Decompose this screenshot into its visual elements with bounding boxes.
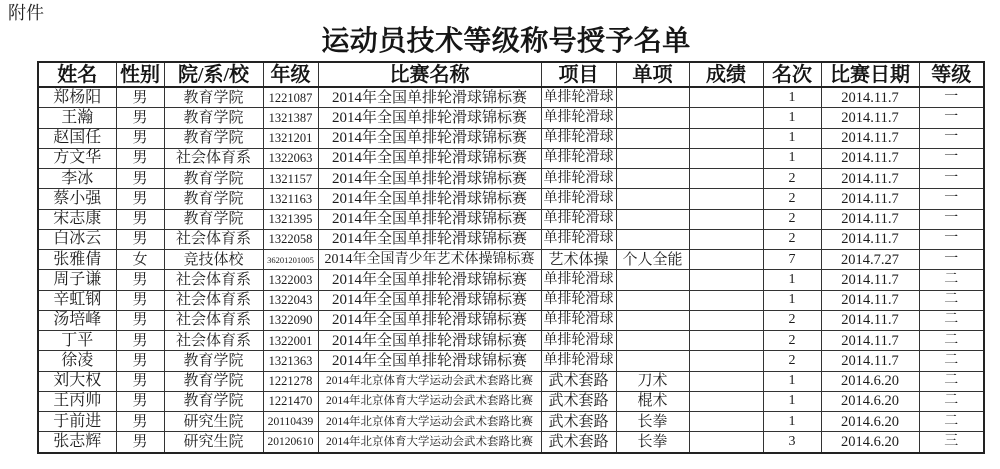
document-title: 运动员技术等级称号授予名单 — [321, 26, 691, 57]
cell-result — [689, 108, 763, 128]
cell-level: 一 — [919, 229, 984, 249]
cell-item — [616, 351, 689, 371]
cell-grade: 1322090 — [263, 310, 318, 330]
cell-grade: 1321157 — [263, 169, 318, 189]
cell-grade: 20110439 — [263, 412, 318, 432]
cell-gender: 男 — [116, 128, 164, 148]
cell-department: 竞技体校 — [164, 250, 263, 270]
cell-gender: 男 — [116, 169, 164, 189]
cell-date: 2014.6.20 — [821, 432, 919, 453]
header-rank: 名次 — [763, 62, 821, 87]
table-row — [38, 108, 984, 128]
table-header-row — [38, 62, 984, 87]
cell-result — [689, 189, 763, 209]
cell-name: 张志辉 — [38, 432, 116, 453]
table-row — [38, 391, 984, 411]
header-event: 项目 — [541, 62, 616, 87]
cell-name: 宋志康 — [38, 209, 116, 229]
table-row — [38, 209, 984, 229]
cell-competition: 2014年全国单排轮滑球锦标赛 — [318, 148, 541, 168]
cell-gender: 男 — [116, 432, 164, 453]
table-row — [38, 189, 984, 209]
cell-name: 赵国任 — [38, 128, 116, 148]
cell-result — [689, 209, 763, 229]
cell-competition: 2014年全国单排轮滑球锦标赛 — [318, 290, 541, 310]
cell-item — [616, 148, 689, 168]
cell-event: 单排轮滑球 — [541, 331, 616, 351]
athlete-grade-table — [37, 61, 985, 454]
cell-level: 二 — [919, 351, 984, 371]
cell-event: 单排轮滑球 — [541, 351, 616, 371]
cell-date: 2014.11.7 — [821, 148, 919, 168]
cell-grade: 1321395 — [263, 209, 318, 229]
cell-rank: 1 — [763, 290, 821, 310]
cell-date: 2014.11.7 — [821, 209, 919, 229]
cell-date: 2014.11.7 — [821, 351, 919, 371]
cell-item — [616, 229, 689, 249]
cell-name: 李冰 — [38, 169, 116, 189]
cell-item — [616, 87, 689, 108]
cell-date: 2014.11.7 — [821, 270, 919, 290]
cell-department: 社会体育系 — [164, 331, 263, 351]
cell-grade: 1321163 — [263, 189, 318, 209]
cell-result — [689, 148, 763, 168]
cell-gender: 男 — [116, 331, 164, 351]
cell-rank: 2 — [763, 209, 821, 229]
table-row — [38, 310, 984, 330]
cell-name: 刘大权 — [38, 371, 116, 391]
cell-result — [689, 432, 763, 453]
cell-date: 2014.11.7 — [821, 108, 919, 128]
cell-rank: 1 — [763, 128, 821, 148]
cell-gender: 男 — [116, 290, 164, 310]
cell-rank: 2 — [763, 169, 821, 189]
cell-event: 单排轮滑球 — [541, 270, 616, 290]
cell-result — [689, 270, 763, 290]
cell-level: 一 — [919, 128, 984, 148]
cell-rank: 2 — [763, 351, 821, 371]
header-grade: 年级 — [263, 62, 318, 87]
cell-result — [689, 229, 763, 249]
cell-grade: 1322063 — [263, 148, 318, 168]
cell-rank: 1 — [763, 412, 821, 432]
cell-competition: 2014年全国单排轮滑球锦标赛 — [318, 229, 541, 249]
cell-grade: 1221278 — [263, 371, 318, 391]
table-row — [38, 351, 984, 371]
cell-event: 单排轮滑球 — [541, 229, 616, 249]
cell-name: 蔡小强 — [38, 189, 116, 209]
cell-result — [689, 169, 763, 189]
cell-department: 教育学院 — [164, 87, 263, 108]
attachment-label: 附件 — [8, 3, 44, 24]
cell-level: 二 — [919, 310, 984, 330]
cell-item — [616, 128, 689, 148]
cell-event: 单排轮滑球 — [541, 108, 616, 128]
cell-result — [689, 250, 763, 270]
cell-event: 武术套路 — [541, 371, 616, 391]
cell-department: 社会体育系 — [164, 290, 263, 310]
cell-grade: 1322043 — [263, 290, 318, 310]
cell-result — [689, 371, 763, 391]
cell-date: 2014.6.20 — [821, 371, 919, 391]
cell-rank: 1 — [763, 108, 821, 128]
cell-gender: 男 — [116, 270, 164, 290]
cell-level: 一 — [919, 148, 984, 168]
cell-name: 方文华 — [38, 148, 116, 168]
cell-department: 社会体育系 — [164, 310, 263, 330]
cell-grade: 1322058 — [263, 229, 318, 249]
header-name: 姓名 — [38, 62, 116, 87]
cell-date: 2014.6.20 — [821, 391, 919, 411]
cell-rank: 1 — [763, 87, 821, 108]
cell-competition: 2014年北京体育大学运动会武术套路比赛 — [318, 391, 541, 411]
cell-level: 一 — [919, 87, 984, 108]
cell-competition: 2014年全国单排轮滑球锦标赛 — [318, 169, 541, 189]
cell-gender: 男 — [116, 189, 164, 209]
cell-rank: 2 — [763, 229, 821, 249]
cell-name: 张雅倩 — [38, 250, 116, 270]
cell-department: 社会体育系 — [164, 229, 263, 249]
cell-result — [689, 351, 763, 371]
header-result: 成绩 — [689, 62, 763, 87]
cell-rank: 3 — [763, 432, 821, 453]
cell-result — [689, 87, 763, 108]
cell-name: 周子谦 — [38, 270, 116, 290]
cell-item — [616, 310, 689, 330]
cell-gender: 男 — [116, 229, 164, 249]
table-row — [38, 87, 984, 108]
cell-grade: 1221087 — [263, 87, 318, 108]
table-row — [38, 250, 984, 270]
header-date: 比赛日期 — [821, 62, 919, 87]
table-row — [38, 432, 984, 453]
table-row — [38, 270, 984, 290]
cell-name: 王丙帅 — [38, 391, 116, 411]
cell-name: 郑杨阳 — [38, 87, 116, 108]
cell-item — [616, 209, 689, 229]
cell-date: 2014.11.7 — [821, 87, 919, 108]
cell-department: 教育学院 — [164, 391, 263, 411]
cell-date: 2014.11.7 — [821, 169, 919, 189]
cell-item — [616, 108, 689, 128]
cell-name: 丁平 — [38, 331, 116, 351]
cell-event: 单排轮滑球 — [541, 148, 616, 168]
cell-level: 二 — [919, 270, 984, 290]
cell-level: 二 — [919, 331, 984, 351]
cell-event: 单排轮滑球 — [541, 128, 616, 148]
cell-item — [616, 189, 689, 209]
header-competition: 比赛名称 — [318, 62, 541, 87]
cell-item — [616, 270, 689, 290]
cell-event: 单排轮滑球 — [541, 310, 616, 330]
cell-event: 单排轮滑球 — [541, 87, 616, 108]
cell-level: 二 — [919, 290, 984, 310]
cell-result — [689, 310, 763, 330]
cell-date: 2014.6.20 — [821, 412, 919, 432]
cell-department: 社会体育系 — [164, 270, 263, 290]
cell-gender: 男 — [116, 108, 164, 128]
cell-level: 三 — [919, 432, 984, 453]
cell-competition: 2014年北京体育大学运动会武术套路比赛 — [318, 371, 541, 391]
cell-level: 二 — [919, 371, 984, 391]
table-row — [38, 148, 984, 168]
cell-event: 单排轮滑球 — [541, 189, 616, 209]
table-row — [38, 128, 984, 148]
cell-rank: 2 — [763, 189, 821, 209]
cell-rank: 2 — [763, 331, 821, 351]
cell-level: 一 — [919, 250, 984, 270]
cell-result — [689, 391, 763, 411]
cell-level: 一 — [919, 169, 984, 189]
cell-event: 武术套路 — [541, 391, 616, 411]
table-row — [38, 412, 984, 432]
cell-date: 2014.11.7 — [821, 128, 919, 148]
cell-grade: 1321201 — [263, 128, 318, 148]
cell-rank: 1 — [763, 148, 821, 168]
cell-event: 单排轮滑球 — [541, 169, 616, 189]
cell-result — [689, 128, 763, 148]
cell-event: 单排轮滑球 — [541, 209, 616, 229]
cell-grade: 1321363 — [263, 351, 318, 371]
cell-gender: 男 — [116, 148, 164, 168]
cell-competition: 2014年全国单排轮滑球锦标赛 — [318, 128, 541, 148]
cell-gender: 男 — [116, 391, 164, 411]
cell-gender: 男 — [116, 310, 164, 330]
cell-grade: 20120610 — [263, 432, 318, 453]
cell-event: 武术套路 — [541, 412, 616, 432]
cell-gender: 男 — [116, 371, 164, 391]
cell-name: 汤培峰 — [38, 310, 116, 330]
cell-event: 单排轮滑球 — [541, 290, 616, 310]
header-gender: 性别 — [116, 62, 164, 87]
cell-event: 艺术体操 — [541, 250, 616, 270]
cell-gender: 男 — [116, 351, 164, 371]
cell-item — [616, 290, 689, 310]
cell-rank: 2 — [763, 310, 821, 330]
cell-grade: 1322001 — [263, 331, 318, 351]
cell-department: 研究生院 — [164, 412, 263, 432]
cell-result — [689, 412, 763, 432]
cell-competition: 2014年全国单排轮滑球锦标赛 — [318, 87, 541, 108]
cell-date: 2014.11.7 — [821, 229, 919, 249]
cell-department: 教育学院 — [164, 128, 263, 148]
cell-gender: 男 — [116, 209, 164, 229]
cell-level: 二 — [919, 391, 984, 411]
cell-item: 长拳 — [616, 412, 689, 432]
cell-competition: 2014年北京体育大学运动会武术套路比赛 — [318, 432, 541, 453]
cell-department: 社会体育系 — [164, 148, 263, 168]
table-row — [38, 331, 984, 351]
cell-department: 教育学院 — [164, 189, 263, 209]
cell-grade: 1221470 — [263, 391, 318, 411]
cell-item — [616, 331, 689, 351]
cell-department: 教育学院 — [164, 371, 263, 391]
table-row — [38, 290, 984, 310]
cell-rank: 7 — [763, 250, 821, 270]
cell-level: 一 — [919, 189, 984, 209]
cell-grade: 36201201005 — [263, 250, 318, 270]
cell-date: 2014.11.7 — [821, 290, 919, 310]
cell-rank: 1 — [763, 270, 821, 290]
cell-event: 武术套路 — [541, 432, 616, 453]
header-department: 院/系/校 — [164, 62, 263, 87]
cell-competition: 2014年全国单排轮滑球锦标赛 — [318, 331, 541, 351]
cell-rank: 1 — [763, 391, 821, 411]
cell-gender: 男 — [116, 412, 164, 432]
cell-level: 一 — [919, 209, 984, 229]
cell-competition: 2014年全国单排轮滑球锦标赛 — [318, 310, 541, 330]
cell-name: 徐凌 — [38, 351, 116, 371]
cell-level: 一 — [919, 108, 984, 128]
cell-competition: 2014年全国单排轮滑球锦标赛 — [318, 189, 541, 209]
cell-date: 2014.11.7 — [821, 189, 919, 209]
cell-rank: 1 — [763, 371, 821, 391]
cell-department: 教育学院 — [164, 108, 263, 128]
cell-competition: 2014年全国单排轮滑球锦标赛 — [318, 209, 541, 229]
cell-name: 白冰云 — [38, 229, 116, 249]
cell-department: 教育学院 — [164, 351, 263, 371]
cell-department: 教育学院 — [164, 209, 263, 229]
header-level: 等级 — [919, 62, 984, 87]
header-item: 单项 — [616, 62, 689, 87]
cell-competition: 2014年全国单排轮滑球锦标赛 — [318, 270, 541, 290]
cell-competition: 2014年全国单排轮滑球锦标赛 — [318, 108, 541, 128]
cell-item: 长拳 — [616, 432, 689, 453]
cell-grade: 1321387 — [263, 108, 318, 128]
table-row — [38, 371, 984, 391]
cell-date: 2014.7.27 — [821, 250, 919, 270]
cell-item — [616, 169, 689, 189]
cell-result — [689, 331, 763, 351]
cell-name: 辛虹钢 — [38, 290, 116, 310]
cell-item: 棍术 — [616, 391, 689, 411]
cell-gender: 男 — [116, 87, 164, 108]
cell-result — [689, 290, 763, 310]
cell-name: 王瀚 — [38, 108, 116, 128]
table-row — [38, 169, 984, 189]
table-row — [38, 229, 984, 249]
cell-competition: 2014年全国单排轮滑球锦标赛 — [318, 351, 541, 371]
cell-competition: 2014年全国青少年艺术体操锦标赛 — [318, 250, 541, 270]
cell-grade: 1322003 — [263, 270, 318, 290]
cell-date: 2014.11.7 — [821, 310, 919, 330]
cell-department: 教育学院 — [164, 169, 263, 189]
cell-item: 个人全能 — [616, 250, 689, 270]
cell-gender: 女 — [116, 250, 164, 270]
cell-name: 于前进 — [38, 412, 116, 432]
cell-department: 研究生院 — [164, 432, 263, 453]
cell-competition: 2014年北京体育大学运动会武术套路比赛 — [318, 412, 541, 432]
cell-item: 刀术 — [616, 371, 689, 391]
cell-level: 二 — [919, 412, 984, 432]
cell-date: 2014.11.7 — [821, 331, 919, 351]
